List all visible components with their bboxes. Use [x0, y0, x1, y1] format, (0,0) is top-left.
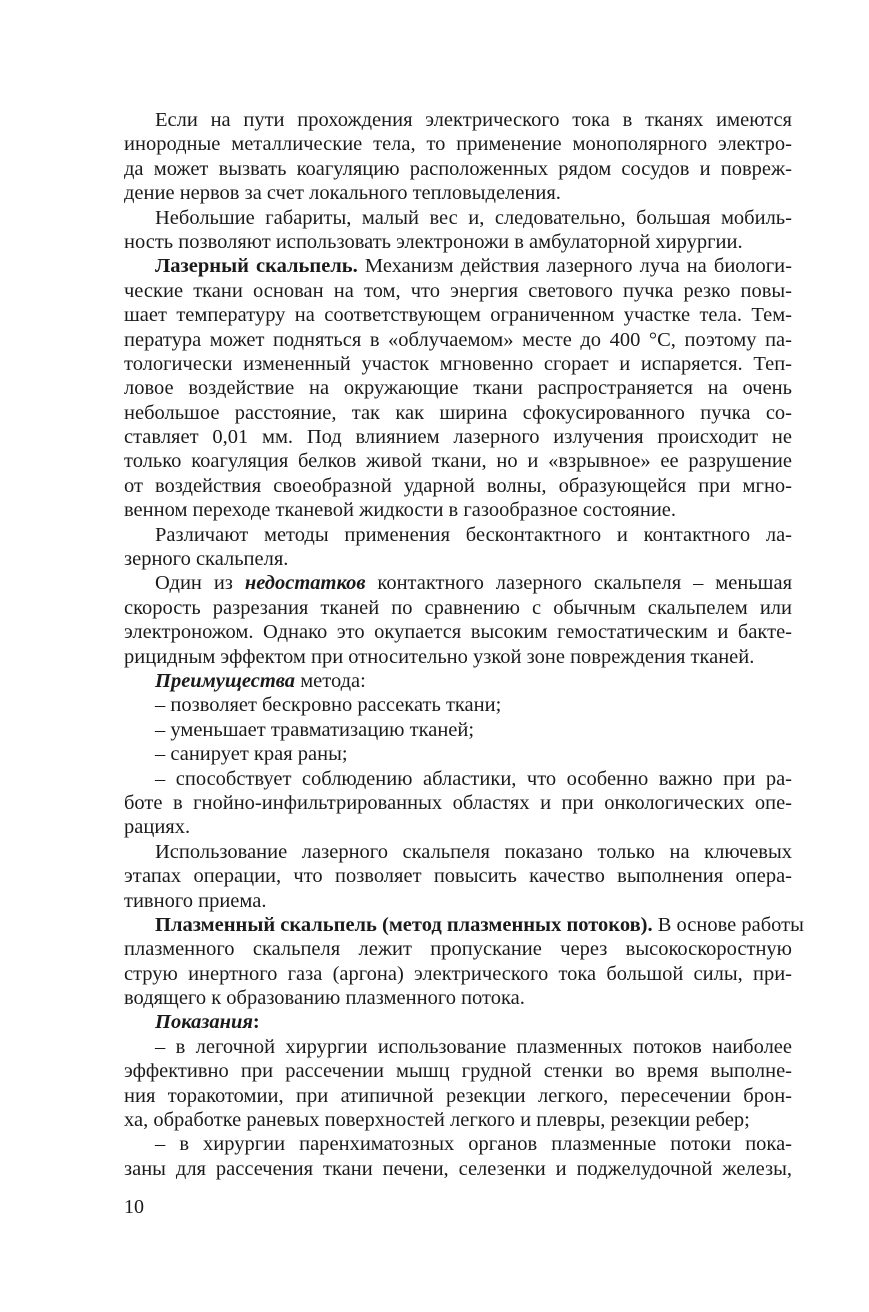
text-run: небольшое расстояние, так как ширина сфокусированного пучка со- — [124, 401, 792, 424]
text-line — [124, 449, 792, 473]
emphasis-text: Показания — [155, 1011, 253, 1034]
text-run: рицидным эффектом при относительно узкой зоне повреждения тканей. — [124, 645, 755, 668]
text-run: шает температуру на соответствующем ограниченном участке тела. Тем- — [124, 304, 792, 327]
text-line — [124, 693, 792, 717]
text-line — [124, 791, 792, 815]
text-run: Один из — [155, 572, 245, 595]
text-line — [124, 157, 792, 181]
text-line — [124, 181, 792, 205]
text-line — [124, 620, 792, 644]
text-run: водящего к образованию плазменного потока. — [124, 987, 525, 1010]
text-line — [124, 864, 792, 888]
text-line — [124, 206, 792, 230]
text-run: пература может подняться в «облучаемом» месте до 400 °С, поэтому па- — [124, 328, 792, 351]
text-line — [124, 571, 792, 595]
text-run: тологически измененный участок мгновенно сгорает и испаряется. Теп- — [124, 352, 792, 375]
emphasis-text: Преимущества — [155, 669, 296, 692]
text-line — [124, 1035, 792, 1059]
page-number: 10 — [124, 1196, 144, 1218]
text-line — [124, 498, 792, 522]
text-line — [124, 1010, 792, 1034]
text-run: струю инертного газа (аргона) электрического тока большой силы, при- — [124, 962, 792, 985]
text-line — [124, 937, 792, 961]
text-line — [124, 523, 792, 547]
text-run: боте в гнойно-инфильтрированных областях и при онкологических опе- — [124, 791, 792, 814]
text-line — [124, 913, 804, 937]
text-line — [124, 1132, 792, 1156]
text-line — [124, 1157, 792, 1181]
text-run: В основе работы — [652, 913, 804, 936]
text-run: ность позволяют использовать электроножи в амбулаторной хирургии. — [124, 230, 743, 253]
text-line — [124, 401, 792, 425]
text-run: ловое воздействие на окружающие ткани распространяется на очень — [124, 377, 792, 400]
text-line — [124, 108, 792, 132]
text-run: рациях. — [124, 816, 191, 839]
text-line — [124, 669, 792, 693]
text-line — [124, 132, 792, 156]
text-run: Механизм действия лазерного луча на биологи- — [357, 255, 792, 278]
text-run: метода: — [295, 669, 366, 692]
text-run: дение нервов за счет локального тепловыделения. — [124, 182, 561, 205]
text-run: – в легочной хирургии использование плазменных потоков наиболее — [155, 1035, 792, 1058]
text-line — [124, 1108, 792, 1132]
text-run: зерного скальпеля. — [124, 548, 289, 571]
text-line — [124, 742, 792, 766]
text-line — [124, 376, 792, 400]
text-run: только коагуляция белков живой ткани, но и «взрывное» ее разрушение — [124, 450, 792, 473]
text-line — [124, 767, 792, 791]
text-line — [124, 889, 792, 913]
text-run: – в хирургии паренхиматозных органов плазменные потоки пока- — [155, 1133, 792, 1156]
text-run: Небольшие габариты, малый вес и, следовательно, большая мобиль- — [155, 206, 792, 229]
text-run: ния торакотомии, при атипичной резекции легкого, пересечении брон- — [124, 1084, 792, 1107]
text-run: венном переходе тканевой жидкости в газообразное состояние. — [124, 499, 677, 522]
text-run: ческие ткани основан на том, что энергия светового пучка резко повы- — [124, 279, 792, 302]
body-text — [124, 108, 804, 1181]
text-line — [124, 474, 792, 498]
text-line — [124, 962, 792, 986]
text-run: тивного приема. — [124, 889, 267, 912]
text-run: контактного лазерного скальпеля – меньшая — [365, 572, 792, 595]
text-run: заны для рассечения ткани печени, селезенки и поджелудочной железы, — [124, 1157, 792, 1180]
text-line — [124, 425, 792, 449]
text-run: да может вызвать коагуляцию расположенных рядом сосудов и повреж- — [124, 157, 792, 180]
text-line — [124, 547, 792, 571]
text-line — [124, 645, 792, 669]
text-line — [124, 815, 792, 839]
emphasis-text: Плазменный скальпель (метод плазменных потоков). — [155, 913, 653, 936]
text-run: инородные металлические тела, то применение монополярного электро- — [124, 133, 792, 156]
text-line — [124, 1084, 792, 1108]
text-line — [124, 230, 792, 254]
text-run: – позволяет бескровно рассекать ткани; — [155, 694, 502, 717]
text-line — [124, 718, 792, 742]
text-line — [124, 840, 792, 864]
text-run: плазменного скальпеля лежит пропускание через высокоскоростную — [124, 938, 792, 961]
text-run: ха, обработке раневых поверхностей легкого и плевры, резекции ребер; — [124, 1109, 750, 1132]
text-line — [124, 986, 792, 1010]
text-run: от воздействия своеобразной ударной волны, образующейся при мгно- — [124, 474, 792, 497]
text-run: – способствует соблюдению абластики, что особенно важно при ра- — [155, 767, 792, 790]
text-run: – уменьшает травматизацию тканей; — [155, 718, 475, 741]
text-line — [124, 254, 792, 278]
text-run: Использование лазерного скальпеля показано только на ключевых — [155, 840, 792, 863]
text-run: – санирует края раны; — [155, 743, 348, 766]
text-line — [124, 279, 792, 303]
text-run: Если на пути прохождения электрического тока в тканях имеются — [155, 109, 792, 131]
text-run: Различают методы применения бесконтактного и контактного ла- — [155, 523, 792, 546]
emphasis-text: Лазерный скальпель. — [155, 255, 358, 278]
text-run: ставляет 0,01 мм. Под влиянием лазерного излучения происходит не — [124, 426, 792, 449]
text-run: электроножом. Однако это окупается высоким гемостатическим и бакте- — [124, 621, 792, 644]
text-line — [124, 1059, 792, 1083]
text-line — [124, 303, 792, 327]
text-line — [124, 596, 792, 620]
text-line — [124, 352, 792, 376]
emphasis-text: : — [252, 1011, 260, 1034]
text-run: этапах операции, что позволяет повысить качество выполнения опера- — [124, 865, 792, 888]
text-run: скорость разрезания тканей по сравнению с обычным скальпелем или — [124, 596, 792, 619]
text-line — [124, 328, 792, 352]
emphasis-text: недостатков — [244, 572, 366, 595]
text-run: эффективно при рассечении мышц грудной стенки во время выполне- — [124, 1060, 792, 1083]
